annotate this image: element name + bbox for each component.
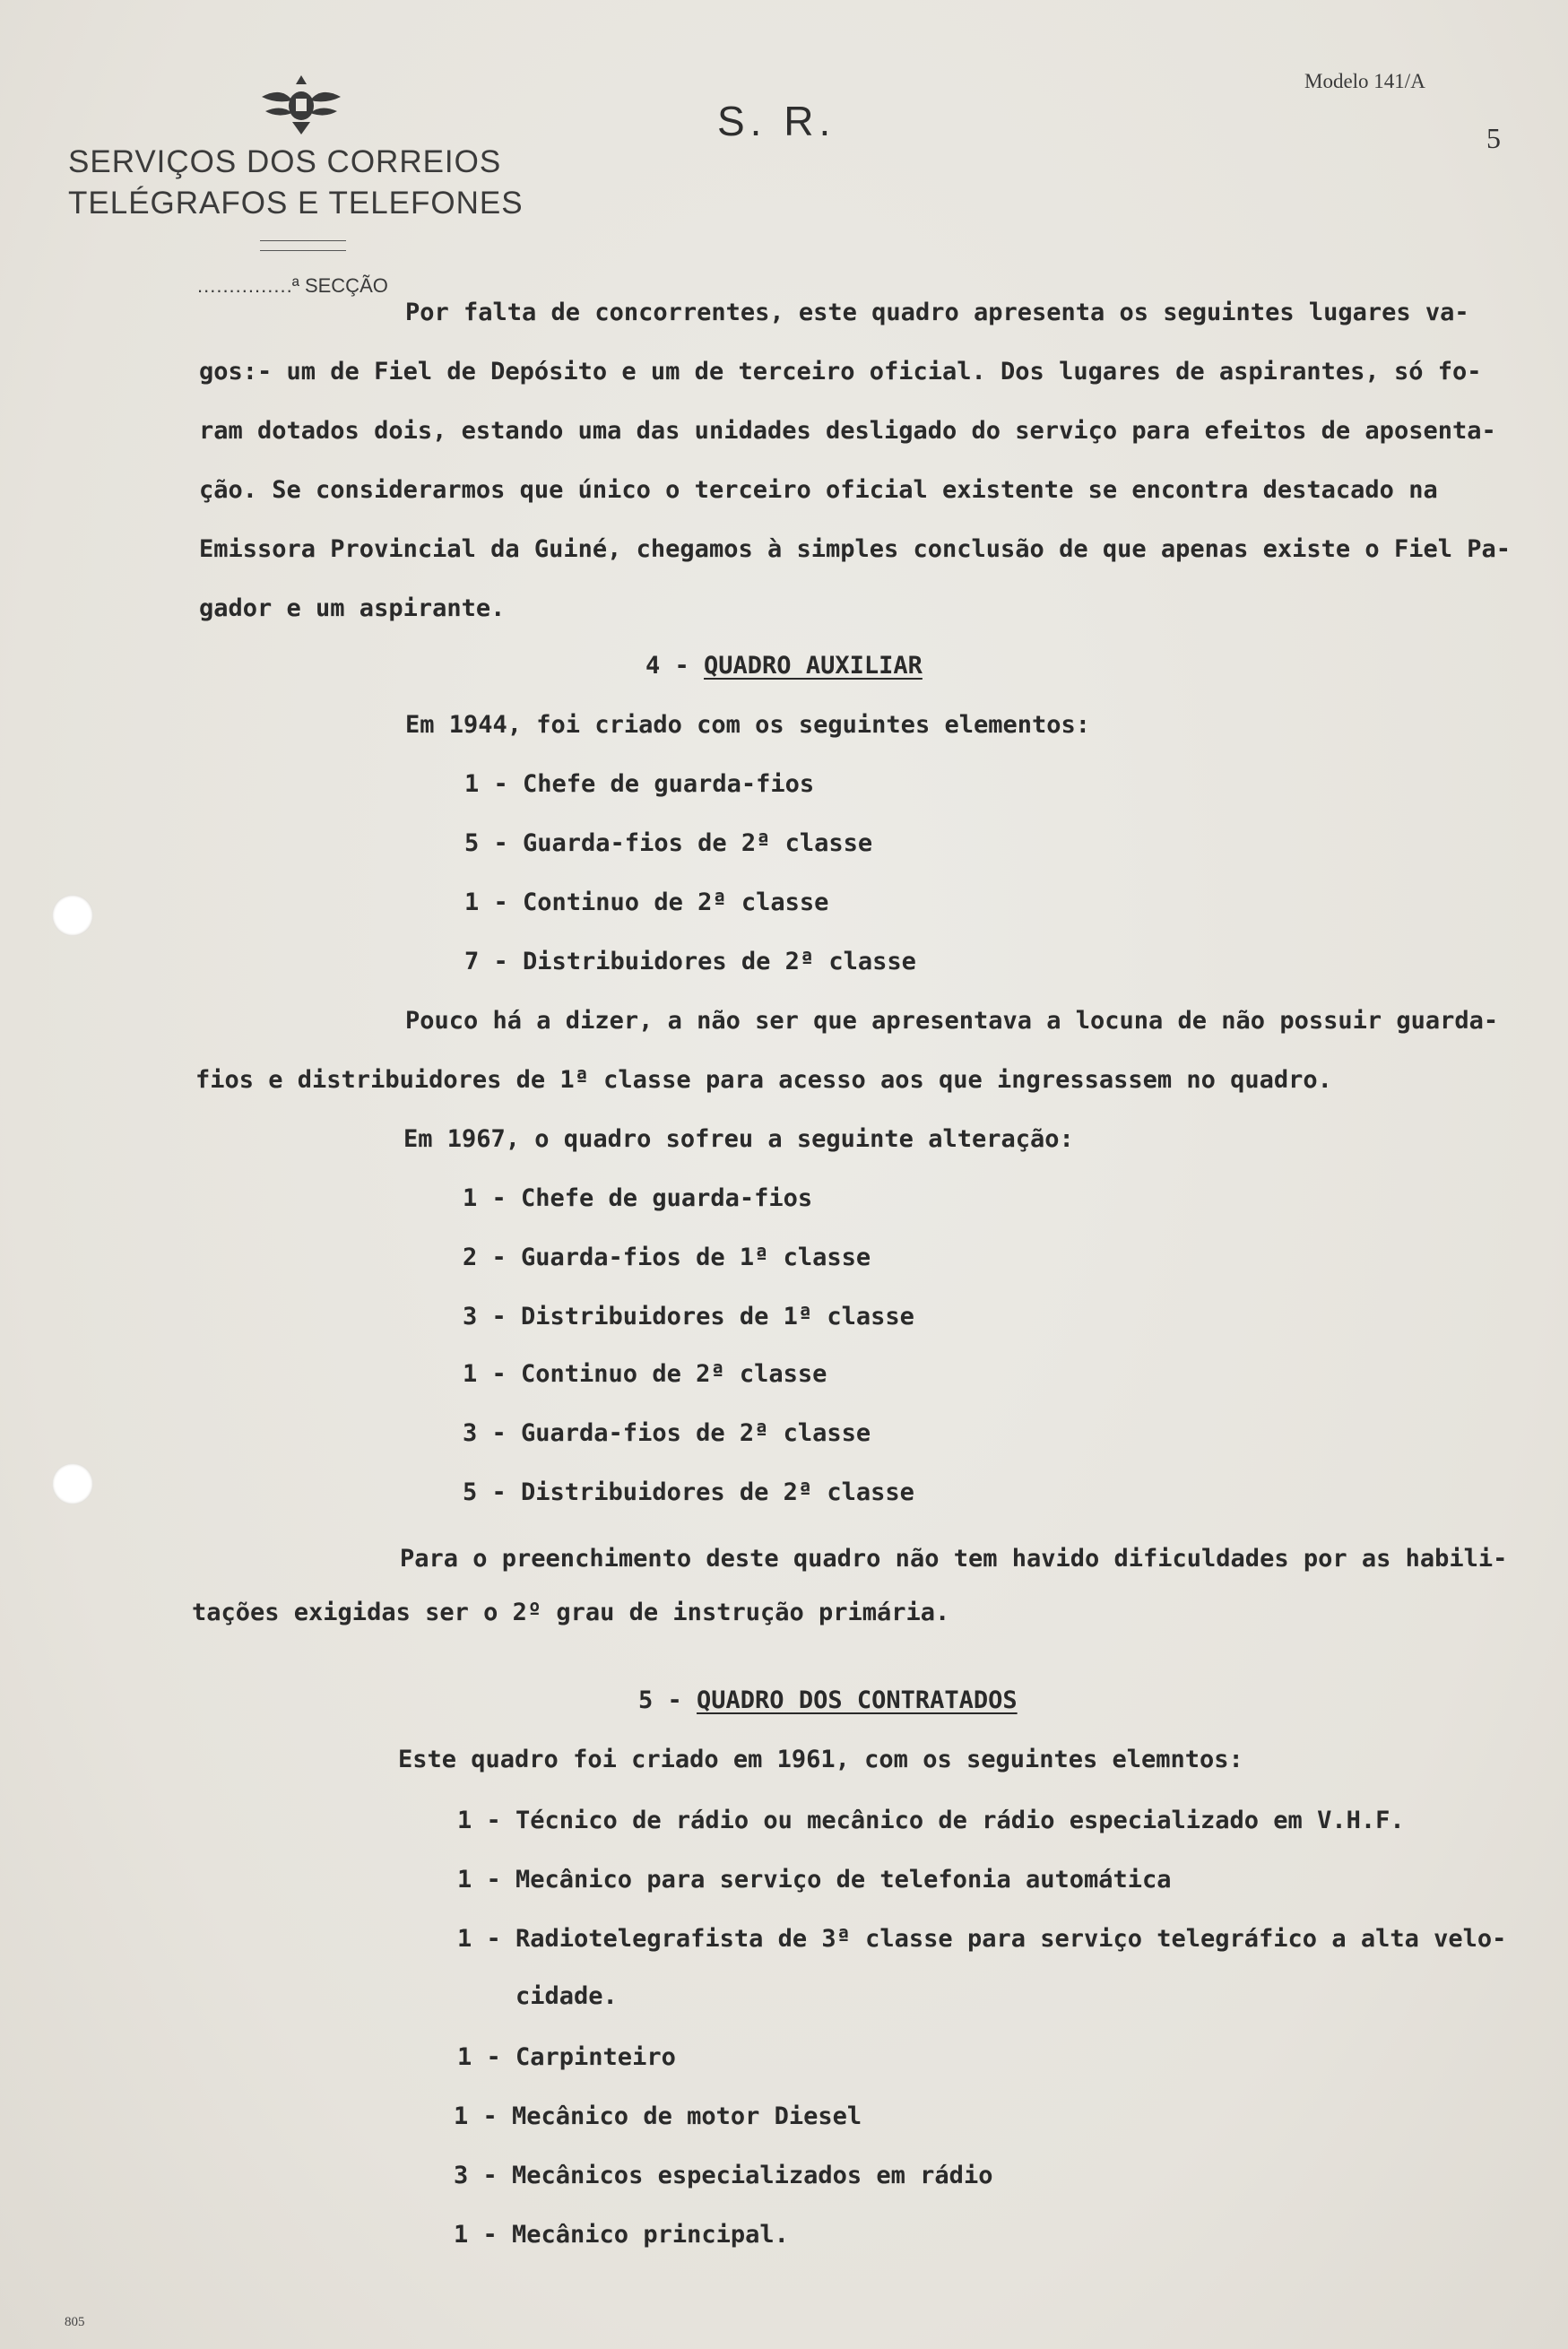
list-item: 3 - Guarda-fios de 2ª classe <box>463 1419 871 1447</box>
list-item: 3 - Distribuidores de 1ª classe <box>463 1303 914 1331</box>
sr-mark: S. R. <box>717 98 836 144</box>
section-field-dots: .............. <box>197 274 287 297</box>
paragraph-line: gador e um aspirante. <box>199 594 506 622</box>
paragraph-line: Pouco há a dizer, a não ser que apresentava a locuna de não possuir guarda- <box>405 1007 1499 1035</box>
list-item: 1 - Mecânico principal. <box>454 2221 789 2249</box>
section-heading-title: QUADRO AUXILIAR <box>704 652 923 680</box>
list-item: 7 - Distribuidores de 2ª classe <box>464 948 916 975</box>
paragraph-line: ção. Se considerarmos que único o terceiro oficial existente se encontra destacado na <box>199 476 1438 504</box>
list-item: 1 - Radiotelegrafista de 3ª classe para serviço telegráfico a alta velo- <box>457 1925 1507 1953</box>
section-heading-number: 4 - <box>645 652 705 680</box>
paragraph-line: Este quadro foi criado em 1961, com os seguintes elemntos: <box>398 1746 1243 1773</box>
section-heading-number: 5 - <box>638 1686 697 1714</box>
section-heading-title: QUADRO DOS CONTRATADOS <box>697 1686 1018 1714</box>
header-double-rule <box>260 240 346 251</box>
organization-name <box>68 142 570 224</box>
paragraph-line: gos:- um de Fiel de Depósito e um de terceiro oficial. Dos lugares de aspirantes, só fo- <box>199 358 1482 386</box>
list-item: 1 - Chefe de guarda-fios <box>463 1184 813 1212</box>
paragraph-line: Para o preenchimento deste quadro não tem havido dificuldades por as habili- <box>400 1545 1508 1573</box>
paragraph-line: fios e distribuidores de 1ª classe para acesso aos que ingressassem no quadro. <box>195 1066 1332 1094</box>
paragraph-line: tações exigidas ser o 2º grau de instrução primária. <box>192 1599 950 1626</box>
paragraph-line: ram dotados dois, estando uma das unidades desligado do serviço para efeitos de aposenta- <box>199 417 1496 445</box>
organization-line-2: TELÉGRAFOS E TELEFONES <box>68 186 524 221</box>
list-item: 1 - Mecânico de motor Diesel <box>454 2102 862 2130</box>
section-heading-5 <box>638 1686 1018 1716</box>
list-item: 1 - Técnico de rádio ou mecânico de rádio especializado em V.H.F. <box>457 1807 1405 1834</box>
list-item: 1 - Continuo de 2ª classe <box>463 1360 827 1388</box>
punch-hole-lower <box>52 1463 93 1504</box>
paragraph-line: Por falta de concorrentes, este quadro apresenta os seguintes lugares va- <box>405 299 1469 326</box>
list-item: 2 - Guarda-fios de 1ª classe <box>463 1244 871 1271</box>
list-item: 1 - Continuo de 2ª classe <box>464 888 829 916</box>
list-item: 3 - Mecânicos especializados em rádio <box>454 2162 993 2189</box>
form-code: 805 <box>65 2315 85 2329</box>
paragraph-line: Em 1944, foi criado com os seguintes elementos: <box>405 711 1091 739</box>
punch-hole-upper <box>52 895 93 936</box>
list-item: 1 - Chefe de guarda-fios <box>464 770 815 798</box>
list-item: 1 - Mecânico para serviço de telefonia automática <box>457 1866 1172 1894</box>
page-number: 5 <box>1486 122 1501 154</box>
paragraph-line: Em 1967, o quadro sofreu a seguinte alteração: <box>403 1125 1074 1153</box>
paragraph-line: Emissora Provincial da Guiné, chegamos à simples conclusão de que apenas existe o Fiel Pa- <box>199 535 1511 563</box>
organization-line-1: SERVIÇOS DOS CORREIOS <box>68 144 502 179</box>
section-heading-4 <box>645 651 923 681</box>
section-field <box>197 274 388 298</box>
list-item: 5 - Guarda-fios de 2ª classe <box>464 829 873 857</box>
coat-of-arms-emblem <box>258 70 344 136</box>
model-label: Modelo 141/A <box>1304 70 1425 92</box>
list-item: 1 - Carpinteiro <box>457 2043 676 2071</box>
section-field-label: .ª SECÇÃO <box>286 274 388 297</box>
list-item: cidade. <box>457 1982 618 2010</box>
list-item: 5 - Distribuidores de 2ª classe <box>463 1478 914 1506</box>
